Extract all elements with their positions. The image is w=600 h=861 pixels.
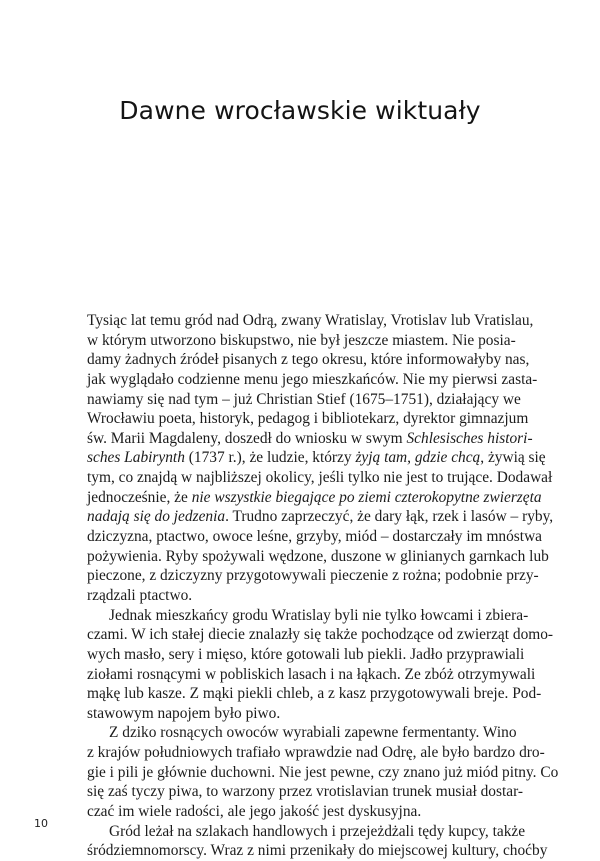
text-line: z krajów południowych trafiało wprawdzie nad Odrę, ale było bardzo dro-	[87, 744, 545, 762]
text-line: dziczyzna, ptactwo, owoce leśne, grzyby, miód – dostarczały im mnóstwa	[87, 528, 543, 546]
text-line: czać im wiele radości, ale jego jakość jest dyskusyjna.	[87, 803, 422, 821]
text-line	[87, 448, 546, 468]
book-title-italic: Schlesisches histori-	[406, 429, 533, 447]
text-run: , żywią się	[480, 449, 546, 467]
text-run: jednocześnie, że	[87, 488, 192, 506]
text-line: rządzali ptactwo.	[87, 586, 193, 604]
text-line: damy żadnych źródeł pisanych z tego okresu, które informowałyby nas,	[87, 351, 530, 369]
text-line: Jednak mieszkańcy grodu Wratislay byli nie tylko łowcami i zbiera-	[109, 606, 529, 624]
text-line: Z dziko rosnących owoców wyrabiali zapewne fermentanty. Wino	[109, 724, 517, 742]
paragraph-3	[87, 723, 559, 821]
text-line: pieczone, z dziczyzny przygotowywali pieczenie z rożna; podobnie przy-	[87, 567, 539, 585]
quote-italic: nie wszystkie biegające po ziemi czterokopytne zwierzęta	[191, 488, 542, 506]
text-line	[87, 429, 533, 449]
text-run: św. Marii Magdaleny, doszedł do wniosku w swym	[87, 429, 407, 447]
paragraph-1	[87, 311, 554, 606]
text-line	[87, 488, 542, 508]
quote-italic: nadają się do jedzenia	[87, 508, 226, 526]
text-line: nawiamy się nad tym – już Christian Stief (1675–1751), działający we	[87, 390, 521, 408]
text-run: (1737 r.), że ludzie, którzy	[184, 449, 356, 467]
quote-italic: żyją tam, gdzie chcą	[355, 449, 481, 467]
page-number: 10	[34, 817, 48, 830]
text-line: wych masło, sery i mięso, które gotowali lub piekli. Jadło przyprawiali	[87, 645, 525, 663]
paragraph-4	[87, 822, 548, 861]
paragraph-2	[87, 606, 554, 724]
text-line: się zaś tyczy piwa, to warzony przez vrotislavian trunek musiał dostar-	[87, 783, 524, 801]
text-line: ziołami rosnącymi w pobliskich lasach i na łąkach. Ze zbóż otrzymywali	[87, 665, 536, 683]
text-line: tym, co znajdą w najbliższej okolicy, jeśli tylko nie jest to trujące. Dodawał	[87, 469, 553, 487]
text-line: Gród leżał na szlakach handlowych i przejeżdżali tędy kupcy, także	[109, 822, 526, 840]
book-title-italic: sches Labirynth	[87, 449, 185, 467]
body-text	[87, 311, 559, 861]
text-line	[87, 507, 554, 527]
text-line: Tysiąc lat temu gród nad Odrą, zwany Wratislay, Vrotislav lub Vratislau,	[87, 312, 534, 329]
text-line: stawowym napojem było piwo.	[87, 704, 281, 722]
text-line: czami. W ich stałej diecie znalazły się także pochodzące od zwierząt domo-	[87, 626, 554, 644]
text-run: . Trudno zaprzeczyć, że dary łąk, rzek i lasów – ryby,	[225, 508, 554, 526]
text-line: w którym utworzono biskupstwo, nie był jeszcze miastem. Nie posia-	[87, 331, 516, 349]
text-line: gie i pili je głównie duchowni. Nie jest pewne, czy znano już miód pitny. Co	[87, 763, 559, 781]
text-line: mąkę lub kasze. Z mąki piekli chleb, a z kasz przygotowywali breje. Pod-	[87, 685, 542, 703]
page-title: Dawne wrocławskie wiktuały	[119, 96, 481, 125]
text-line: Wrocławiu poeta, historyk, pedagog i bibliotekarz, dyrektor gimnazjum	[87, 410, 529, 428]
text-line: pożywienia. Ryby spożywali wędzone, duszone w glinianych garnkach lub	[87, 547, 549, 565]
text-line: jak wyglądało codzienne menu jego mieszkańców. Nie my pierwsi zasta-	[87, 370, 538, 388]
text-line: śródziemnomorscy. Wraz z nimi przenikały do miejscowej kultury, choćby	[87, 842, 548, 860]
